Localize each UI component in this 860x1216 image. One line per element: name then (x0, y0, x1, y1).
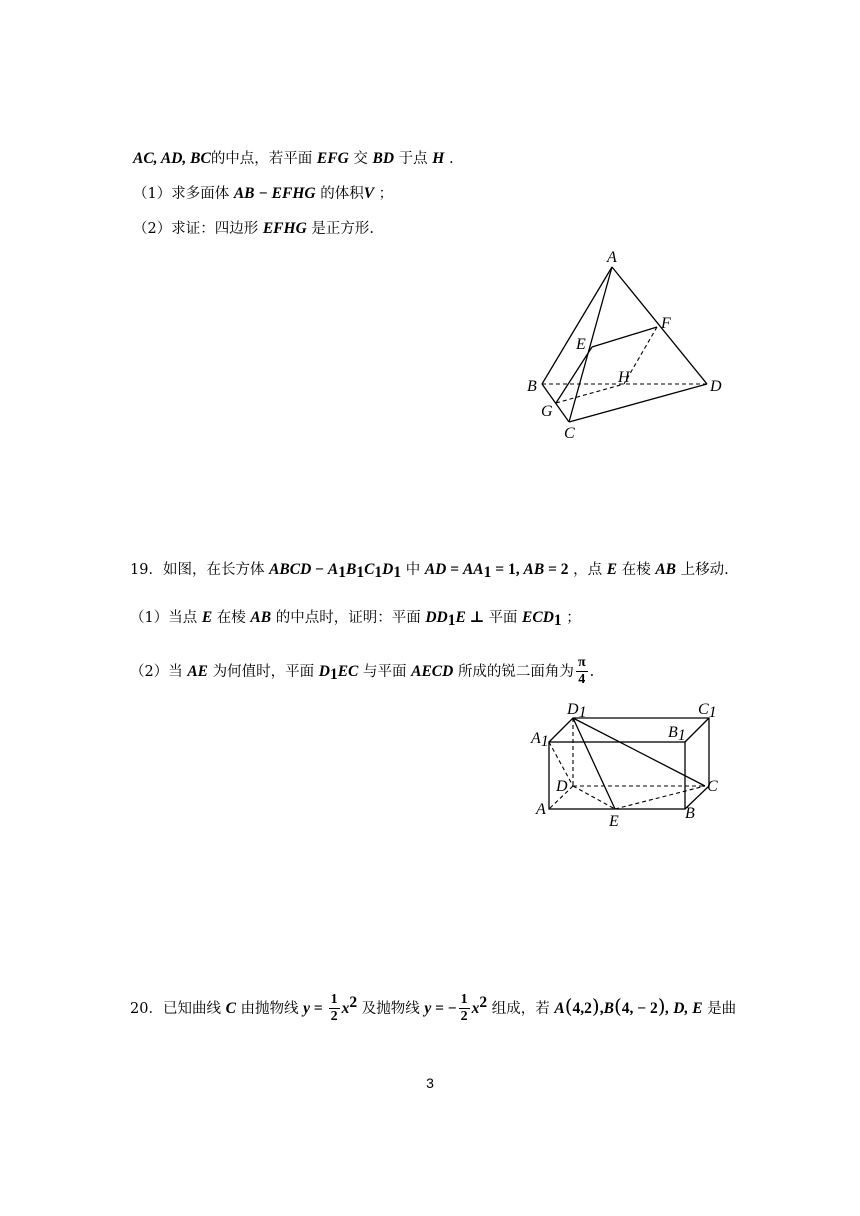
label-D1: D1 (567, 701, 587, 721)
half-fraction-2: $\frac{1}{2}$ (460, 991, 468, 1024)
label-D: D (556, 778, 568, 795)
label-E: E (609, 813, 619, 830)
label-E: E (576, 336, 586, 353)
q18-part1: （1）求多面体 AB − EFHG 的体积V ； (133, 185, 394, 202)
label-C1: C1 (698, 701, 717, 721)
label-D: D (710, 378, 722, 395)
cuboid-figure (525, 695, 730, 835)
q18-part2: （2）求证：四边形 EFHG 是正方形. (133, 220, 374, 237)
q19-part2: （2）当 AE 为何值时，平面 $D_1EC$ 与平面 AECD 所成的锐二面角为 $\frac{\pi}{4}$ . (130, 654, 595, 687)
label-C: C (707, 778, 718, 795)
q19-part1: （1）当点 E 在棱 AB 的中点时，证明：平面 $DD_1E$ ⊥ 平面 $ECD_1$ ； (130, 609, 581, 629)
tetrahedron-figure (520, 245, 730, 445)
label-B1: B1 (668, 724, 686, 744)
label-G: G (541, 403, 553, 420)
q18-intro-line: AC, AD, BC的中点，若平面 EFG 交 BD 于点 H . (133, 150, 454, 167)
label-A: A (536, 801, 546, 818)
pi-over-4-fraction: $\frac{\pi}{4}$ (577, 654, 586, 687)
page-number: 3 (426, 1075, 434, 1091)
q18-points: AC, AD, BC (133, 150, 211, 167)
label-C: C (564, 425, 575, 442)
label-A: A (607, 249, 617, 266)
q19-stem: 19．如图，在长方体 ABCD − $A_1B_1C_1D_1$ 中 AD = $AA_1 = 1$, AB = 2 ，点 E 在棱 AB 上移动. (130, 561, 729, 581)
label-A1: A1 (531, 730, 549, 750)
label-F: F (661, 315, 671, 332)
q20-stem: 20．已知曲线 C 由抛物线 y = $\frac{1}{2}$ $x^2$ 及抛物线 y = − $\frac{1}{2}$ $x^2$ 组成，若 A(4,2),B(4, − 2), D, E 是曲 (130, 991, 737, 1024)
label-B: B (685, 805, 695, 822)
label-H: H (618, 369, 630, 386)
half-fraction: $\frac{1}{2}$ (330, 991, 338, 1024)
label-B: B (527, 378, 537, 395)
